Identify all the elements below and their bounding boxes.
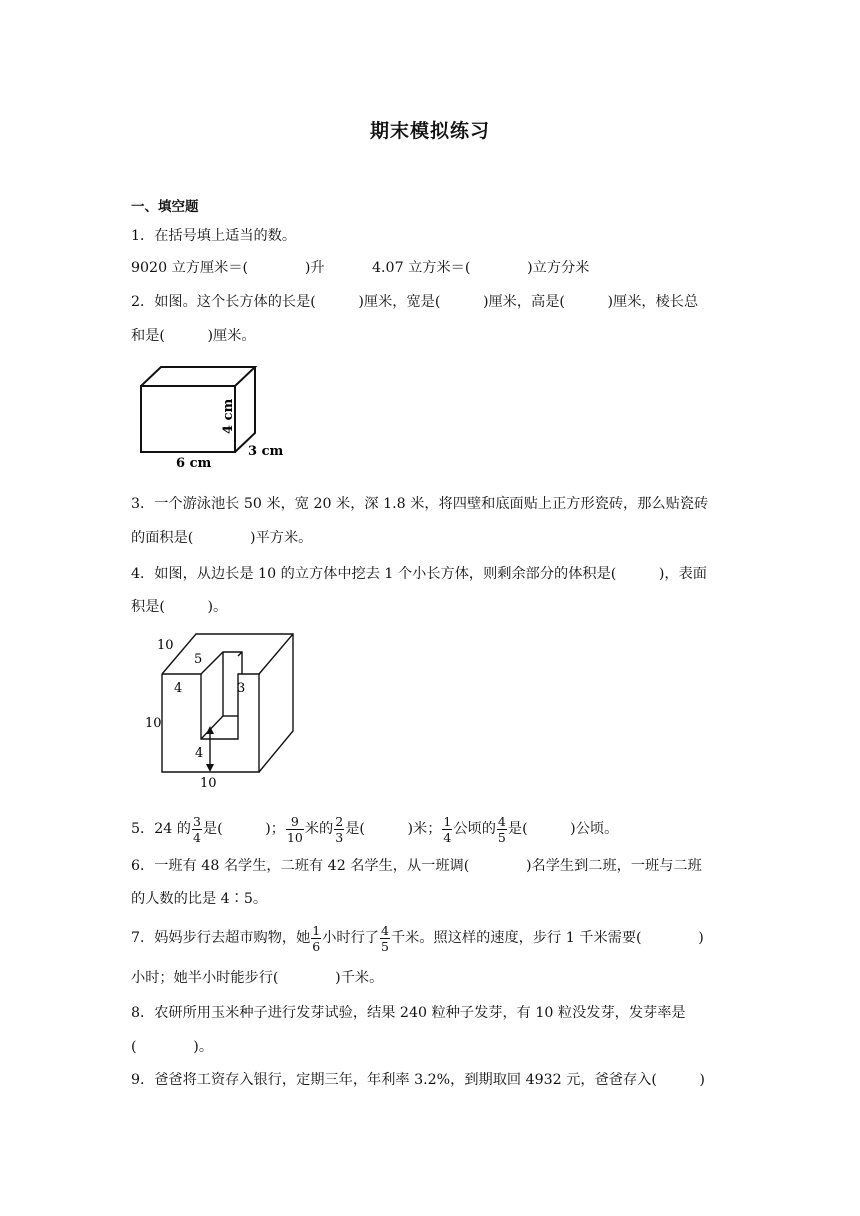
cube-top-depth-label: 10 xyxy=(157,638,174,653)
fraction: $\frac{9}{10}$ xyxy=(286,813,303,845)
question-1-part-b: 4.07 立方米＝( )立方分米 xyxy=(372,260,590,276)
question-6-line-2: 的人数的比是 4∶5。 xyxy=(131,891,268,907)
cuboid-length-label: 6 cm xyxy=(176,456,212,471)
fraction: $\frac{4}{5}$ xyxy=(381,922,389,954)
question-9-line-1: 9．爸爸将工资存入银行，定期三年，年利率 3.2%，到期取回 4932 元，爸爸存入( ) xyxy=(131,1072,705,1088)
question-5-text-3: 米的 xyxy=(304,821,334,837)
question-7-text-1: 7．妈妈步行去超市购物，她 xyxy=(131,930,311,946)
question-7-text-3: 千米。照这样的速度，步行 1 千米需要( ) xyxy=(390,930,704,946)
question-4-line-2: 积是( )。 xyxy=(131,599,228,615)
fraction: $\frac{1}{4}$ xyxy=(443,813,452,845)
page-title: 期末模拟练习 xyxy=(369,120,490,142)
question-7-line-2: 小时；她半小时能步行( )千米。 xyxy=(131,970,384,986)
question-5-text-2: 是( )； xyxy=(202,821,285,837)
question-5-text-1: 5．24 的 xyxy=(131,821,191,837)
question-6-line-1: 6．一班有 48 名学生，二班有 42 名学生，从一班调( )名学生到二班，一班与二班 xyxy=(131,858,702,874)
question-5-text-6: 是( )公顷。 xyxy=(507,821,619,837)
question-1-part-a: 9020 立方厘米＝( )升 xyxy=(131,260,325,276)
cuboid-width-label: 3 cm xyxy=(248,444,284,459)
section-heading: 一、填空题 xyxy=(131,199,199,215)
fraction: $\frac{1}{6}$ xyxy=(312,922,321,954)
question-7-text-2: 小时行了 xyxy=(322,930,379,946)
question-3-line-1: 3．一个游泳池长 50 米，宽 20 米，深 1.8 米，将四壁和底面贴上正方形瓷砖，那么贴瓷砖 xyxy=(131,496,709,512)
question-2-line-1: 2．如图。这个长方体的长是( )厘米，宽是( )厘米，高是( )厘米，棱长总 xyxy=(131,294,699,310)
fraction: $\frac{3}{4}$ xyxy=(192,813,201,845)
question-2-line-2: 和是( )厘米。 xyxy=(131,328,256,344)
question-3-line-2: 的面积是( )平方米。 xyxy=(131,530,313,546)
question-5-text-5: 公顷的 xyxy=(453,821,496,837)
fraction: $\frac{4}{5}$ xyxy=(497,813,506,845)
question-5-text-4: 是( )米； xyxy=(345,821,442,837)
question-4-line-1: 4．如图，从边长是 10 的立方体中挖去 1 个小长方体，则剩余部分的体积是( )，表面 xyxy=(131,566,707,582)
question-5 xyxy=(131,812,618,846)
cube-height-label: 10 xyxy=(145,716,162,731)
cube-with-slot-figure xyxy=(138,628,300,790)
question-8-line-1: 8．农研所用玉米种子进行发芽试验，结果 240 粒种子发芽，有 10 粒没发芽，发芽率是 xyxy=(131,1005,686,1021)
cube-bottom-gap-label: 4 xyxy=(195,746,204,761)
question-8-line-2: ( )。 xyxy=(131,1039,214,1055)
question-1-stem: 1．在括号填上适当的数。 xyxy=(131,228,297,244)
cuboid-height-label: 4 cm xyxy=(221,398,236,434)
cube-right-width-label: 3 xyxy=(237,681,246,696)
cube-base-label: 10 xyxy=(200,776,217,790)
cube-left-width-label: 4 xyxy=(174,681,183,696)
cube-slot-depth-label: 5 xyxy=(194,652,203,667)
question-7-line-1 xyxy=(131,921,704,955)
cuboid-figure xyxy=(131,362,291,472)
fraction: $\frac{2}{3}$ xyxy=(335,813,344,845)
